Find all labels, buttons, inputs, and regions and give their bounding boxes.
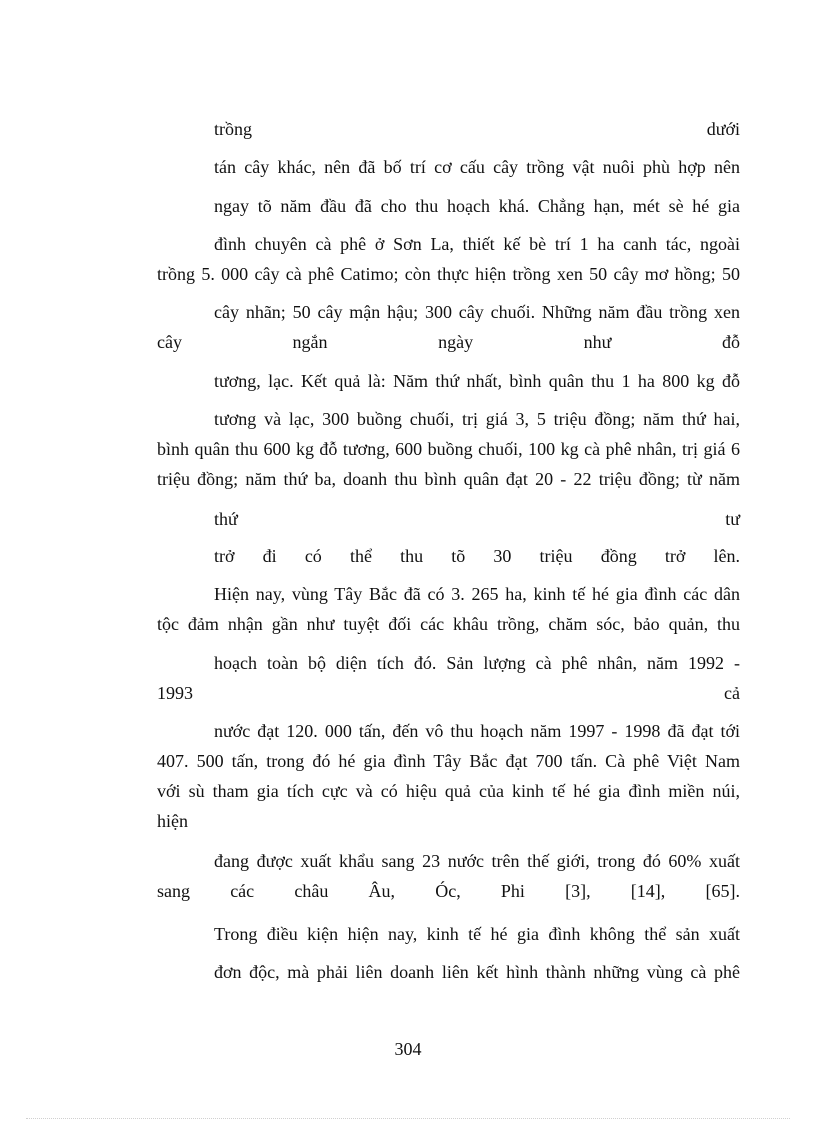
word: thu — [400, 546, 424, 566]
word: các — [230, 881, 255, 901]
word: đi — [262, 546, 277, 566]
text-line: ngay tõ năm đầu đã cho thu hoạch khá. Chẳng hạn, mét sè hé gia — [214, 196, 740, 216]
word: châu — [294, 881, 329, 901]
word: trở — [214, 546, 235, 566]
text-line: triệu đồng; năm thứ ba, doanh thu bình quân đạt 20 - 22 triệu đồng; từ năm — [157, 469, 740, 489]
text-line: đình chuyên cà phê ở Sơn La, thiết kế bè trí 1 ha canh tác, ngoài — [214, 234, 740, 254]
text-line — [157, 880, 740, 902]
word: ngày — [438, 332, 474, 352]
word: dưới — [706, 119, 740, 139]
text-line — [214, 508, 740, 530]
text-line — [214, 118, 740, 140]
text-line: tộc đảm nhận gần như tuyệt đối các khâu trồng, chăm sóc, bảo quản, thu — [157, 614, 740, 634]
text-line: trồng 5. 000 cây cà phê Catimo; còn thực hiện trồng xen 50 cây mơ hồng; 50 — [157, 264, 740, 284]
word: có — [304, 546, 322, 566]
text-line — [157, 682, 740, 704]
word: [14], — [630, 881, 666, 901]
text-line: tương và lạc, 300 buồng chuối, trị giá 3, 5 triệu đồng; năm thứ hai, — [214, 409, 740, 429]
word: đồng — [600, 546, 637, 566]
word: [3], — [565, 881, 591, 901]
text-line: bình quân thu 600 kg đỗ tương, 600 buồng chuối, 100 kg cà phê nhân, trị giá 6 — [157, 439, 740, 459]
word: triệu — [539, 546, 573, 566]
word: cả — [724, 683, 740, 703]
word: lên. — [713, 546, 740, 566]
word: Óc, — [435, 881, 461, 901]
word: thể — [349, 546, 372, 566]
word: ngắn — [292, 332, 328, 352]
word: 30 — [493, 546, 512, 566]
text-line: hiện — [157, 811, 188, 831]
text-line: Hiện nay, vùng Tây Bắc đã có 3. 265 ha, kinh tế hé gia đình các dân — [214, 584, 740, 604]
text-line: đang được xuất khẩu sang 23 nước trên thế giới, trong đó 60% xuất — [214, 851, 740, 871]
text-line: hoạch toàn bộ diện tích đó. Sản lượng cà phê nhân, năm 1992 - — [214, 653, 740, 673]
text-line: 407. 500 tấn, trong đó hé gia đình Tây Bắc đạt 700 tấn. Cà phê Việt Nam — [157, 751, 740, 771]
word: đỗ — [722, 332, 740, 352]
text-line: nước đạt 120. 000 tấn, đến vô thu hoạch năm 1997 - 1998 đã đạt tới — [214, 721, 740, 741]
word: tõ — [451, 546, 466, 566]
word: như — [583, 332, 612, 352]
text-line: tương, lạc. Kết quả là: Năm thứ nhất, bình quân thu 1 ha 800 kg đỗ — [214, 371, 740, 391]
text-line: Trong điều kiện hiện nay, kinh tế hé gia đình không thể sản xuất — [214, 924, 740, 944]
text-line: cây nhãn; 50 cây mận hậu; 300 cây chuối. Những năm đầu trồng xen — [214, 302, 740, 322]
word: 1993 — [157, 683, 193, 703]
word: tư — [725, 509, 740, 529]
word: sang — [157, 881, 190, 901]
text-line: đơn độc, mà phải liên doanh liên kết hình thành những vùng cà phê — [214, 962, 740, 982]
text-line — [157, 331, 740, 353]
word: Âu, — [368, 881, 396, 901]
page-number: 304 — [394, 1039, 422, 1059]
text-line — [214, 545, 740, 567]
word: thứ — [214, 509, 238, 529]
text-line: tán cây khác, nên đã bố trí cơ cấu cây trồng vật nuôi phù hợp nên — [214, 157, 740, 177]
word: Phi — [500, 881, 525, 901]
word: trồng — [214, 119, 252, 139]
text-line: với sù tham gia tích cực và có hiệu quả của kinh tế hé gia đình miền núi, — [157, 781, 740, 801]
page-edge-divider — [26, 1118, 790, 1119]
word: [65]. — [705, 881, 740, 901]
word: trở — [664, 546, 686, 566]
word: cây — [157, 332, 182, 352]
